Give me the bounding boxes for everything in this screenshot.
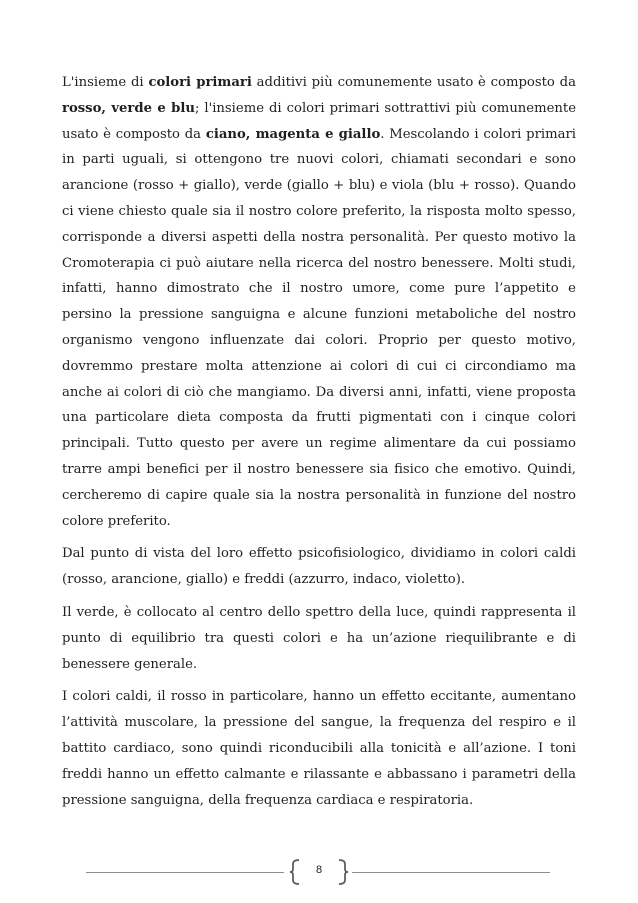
text-segment: Il verde, è collocato al centro dello spettro della luce, quindi rappresenta il punto di equilibrio tra questi colori e ha un’azione riequilibrante e di benessere generale.	[62, 604, 576, 672]
text-segment: L'insieme di	[62, 75, 149, 90]
paragraph-colori-caldi	[62, 684, 576, 813]
paragraph-verde	[62, 600, 576, 677]
document-body	[62, 70, 576, 820]
left-bracket-icon	[288, 859, 302, 885]
paragraph-colori-primari	[62, 70, 576, 534]
text-segment: I colori caldi, il rosso in particolare, hanno un effetto eccitante, aumentano l’attività muscolare, la pressione del sangue, la frequenza del respiro e il battito cardiaco, sono quindi riconducibili alla tonicità e all’azione. I toni freddi hanno un effetto calmante e rilassante e abbassano i parametri della pressione sanguigna, della frequenza cardiaca e respiratoria.	[62, 689, 576, 808]
page-footer	[0, 855, 638, 891]
paragraph-effetto-psicofisiologico	[62, 541, 576, 593]
bold-term-ciano-magenta-giallo: ciano, magenta e giallo	[205, 126, 381, 142]
text-segment: Dal punto di vista del loro effetto psicofisiologico, dividiamo in colori caldi (rosso, arancione, giallo) e freddi (azzurro, indaco, violetto).	[62, 546, 576, 588]
page-number: 8	[315, 864, 323, 876]
bold-term-rosso-verde-blu: rosso, verde e blu	[62, 100, 195, 116]
footer-rule-right	[352, 872, 550, 873]
text-segment: ; l'insieme di colori primari sottrattivi più comunemente usato è composto da	[62, 100, 577, 142]
text-segment: . Mescolando i colori primari in parti uguali, si ottengono tre nuovi colori, chiamati secondari e sono arancione (rosso + giallo), verde (giallo + blu) e viola (blu + rosso). Quando ci viene chiesto quale sia il nostro colore preferito, la risposta molto spesso, corrisponde a diversi aspetti della nostra personalità. Per questo motivo la Cromoterapia ci può aiutare nella ricerca del nostro benessere. Molti studi, infatti, hanno dimostrato che il nostro umore, come pure l’appetito e persino la pressione sanguigna e alcune funzioni metaboliche del nostro organismo vengono influenzate dai colori. Proprio per questo motivo, dovremmo prestare molta attenzione ai colori di cui ci circondiamo ma anche ai colori di ciò che mangiamo. Da diversi anni, infatti, viene proposta una particolare dieta composta da frutti pigmentati con i cinque colori principali. Tutto questo per avere un regime alimentare da cui possiamo trarre ampi benefici per il nostro benessere sia fisico che emotivo. Quindi, cercheremo di capire quale sia la nostra personalità in funzione del nostro colore preferito.	[62, 126, 576, 529]
footer-rule-left	[86, 872, 284, 873]
text-segment: additivi più comunemente usato è composto da	[251, 75, 576, 90]
bold-term-colori-primari: colori primari	[148, 75, 252, 90]
right-bracket-icon	[336, 859, 350, 885]
